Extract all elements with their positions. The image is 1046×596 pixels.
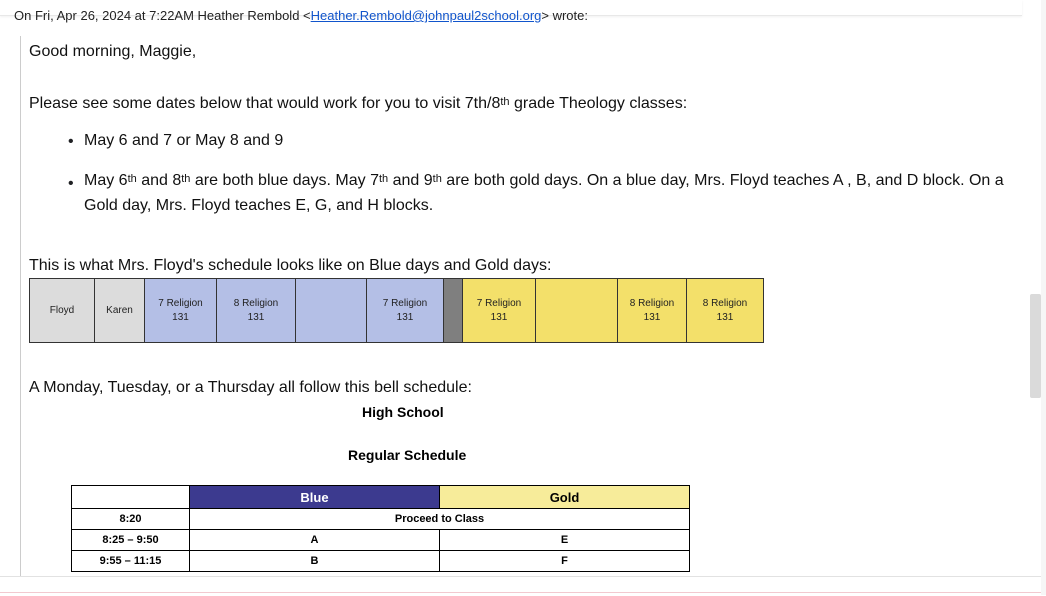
intro-part1: Please see some dates below that would work for you to visit 7th/8 bbox=[29, 95, 501, 112]
blue-header: Blue bbox=[190, 486, 440, 509]
bullet-item-1: May 6 and 7 or May 8 and 9 bbox=[84, 132, 284, 149]
b2-text: are both blue days. May 7 bbox=[190, 172, 379, 189]
b2-text: and 8 bbox=[136, 172, 182, 189]
merged-cell: Proceed to Class bbox=[190, 509, 690, 530]
schedule-divider bbox=[444, 279, 463, 343]
intro-text bbox=[29, 95, 687, 113]
b2-text: are both gold days. On a blue day, Mrs. Floyd teaches A , B, and D block. On a Gold day, Mrs. Floyd teaches E, G, and H blocks. bbox=[84, 172, 1004, 214]
gold-block-cell: F bbox=[440, 551, 690, 572]
bullet-dot: • bbox=[68, 133, 74, 150]
quote-bar bbox=[20, 36, 21, 576]
schedule-cell: 7 Religion 131 bbox=[367, 279, 444, 343]
teacher-first-name: Karen bbox=[95, 279, 145, 343]
schedule-cell: 8 Religion 131 bbox=[687, 279, 764, 343]
b2-sup: th bbox=[181, 173, 191, 185]
table-row bbox=[72, 509, 690, 530]
teacher-last-name: Floyd bbox=[30, 279, 95, 343]
gold-block-cell: E bbox=[440, 530, 690, 551]
schedule-cell: 7 Religion 131 bbox=[145, 279, 217, 343]
b2-sup: th bbox=[127, 173, 137, 185]
schedule-cell bbox=[536, 279, 618, 343]
bell-schedule-table bbox=[71, 485, 690, 572]
quote-prefix: On Fri, Apr 26, 2024 at 7:22AM Heather Rembold < bbox=[14, 8, 311, 23]
time-cell: 8:25 – 9:50 bbox=[72, 530, 190, 551]
corner-cell bbox=[72, 486, 190, 509]
b2-text: and 9 bbox=[388, 172, 433, 189]
quote-attribution bbox=[14, 8, 588, 23]
bottom-divider bbox=[0, 592, 1046, 593]
greeting: Good morning, Maggie, bbox=[29, 43, 197, 60]
scroll-track bbox=[1041, 0, 1046, 595]
teacher-schedule-table bbox=[29, 278, 764, 343]
quote-suffix: > wrote: bbox=[541, 8, 588, 23]
table-row bbox=[30, 279, 764, 343]
bullet-dot: • bbox=[68, 175, 74, 192]
schedule-cell: 7 Religion 131 bbox=[463, 279, 536, 343]
b2-text: May 6 bbox=[84, 172, 128, 189]
table-row bbox=[72, 530, 690, 551]
bell-intro: A Monday, Tuesday, or a Thursday all follow this bell schedule: bbox=[29, 379, 472, 396]
time-cell: 8:20 bbox=[72, 509, 190, 530]
intro-sup: th bbox=[500, 96, 510, 108]
schedule-intro: This is what Mrs. Floyd's schedule looks like on Blue days and Gold days: bbox=[29, 257, 552, 274]
b2-sup: th bbox=[432, 173, 442, 185]
table-row bbox=[72, 551, 690, 572]
schedule-cell: 8 Religion 131 bbox=[217, 279, 296, 343]
bullet-item-2 bbox=[84, 169, 1004, 218]
school-title: High School bbox=[362, 404, 444, 420]
time-cell: 9:55 – 11:15 bbox=[72, 551, 190, 572]
schedule-cell: 8 Religion 131 bbox=[618, 279, 687, 343]
schedule-cell bbox=[296, 279, 367, 343]
scrollbar-thumb[interactable] bbox=[1030, 294, 1041, 398]
sender-email-link[interactable]: Heather.Rembold@johnpaul2school.org bbox=[310, 8, 542, 23]
gold-header: Gold bbox=[440, 486, 690, 509]
b2-sup: th bbox=[379, 173, 389, 185]
table-row bbox=[72, 486, 690, 509]
blue-block-cell: A bbox=[190, 530, 440, 551]
bottom-bar bbox=[0, 576, 1046, 596]
schedule-title: Regular Schedule bbox=[348, 447, 467, 463]
intro-part2: grade Theology classes: bbox=[509, 95, 688, 112]
blue-block-cell: B bbox=[190, 551, 440, 572]
